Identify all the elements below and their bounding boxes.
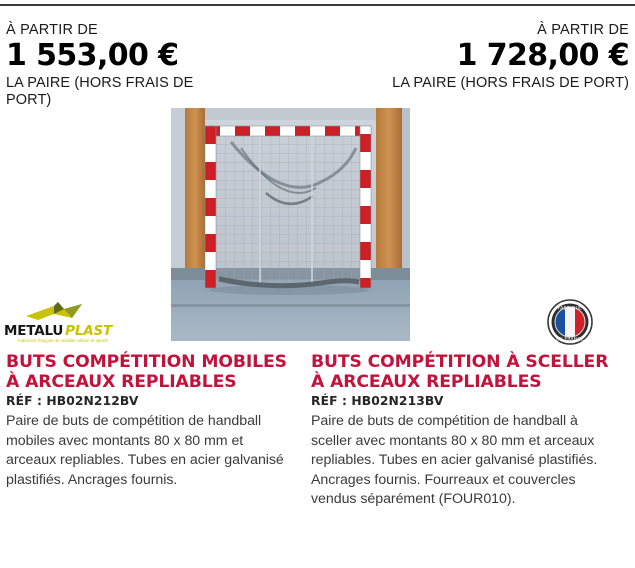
price-block-right [379,22,629,92]
price-prefix-left: À PARTIR DE [6,22,98,38]
logo-tagline: Fabricant français de mobilier urbain et sportif [18,338,108,343]
metalu-plast-logo [4,300,113,348]
product-reference: RÉF : HB02N213BV [311,394,444,408]
price-suffix-left: LA PAIRE (HORS FRAIS DE PORT) [6,75,194,108]
product-column-left [6,352,289,490]
logo-mark-icon [24,300,86,324]
logo-wordmark [4,323,113,339]
logo-brand-first: METALU [4,323,64,339]
svg-text:EN FRANCE: EN FRANCE [556,337,584,343]
price-suffix-right: LA PAIRE (HORS FRAIS DE PORT) [392,75,629,91]
product-description: Paire de buts de compétition de handball mobiles avec montants 80 x 80 mm et arceaux repliables. Tubes en acier galvanisé plastifiés. Ancrages fournis. [6,413,284,488]
svg-text:FABRIQUÉ: FABRIQUÉ [557,306,583,312]
price-block-left [6,22,236,108]
logo-brand-second: PLAST [65,323,113,339]
product-reference: RÉF : HB02N212BV [6,394,139,408]
product-column-right [311,352,611,510]
made-in-france-badge-icon [547,299,593,345]
product-title: BUTS COMPÉTITION MOBILES À ARCEAUX REPLIABLES [6,352,287,392]
product-description: Paire de buts de compétition de handball à sceller avec montants 80 x 80 mm et arceaux repliables. Tubes en acier galvanisé plastifiés. Ancrages fournis. Fourreaux et couvercles vendus séparément (FOUR010). [311,413,598,508]
price-amount-right: 1 728,00 € [456,38,629,73]
top-divider [0,4,635,6]
product-title: BUTS COMPÉTITION À SCELLER À ARCEAUX REPLIABLES [311,352,609,392]
price-amount-left: 1 553,00 € [6,38,179,73]
product-photo [171,108,410,341]
price-prefix-right: À PARTIR DE [537,22,629,38]
